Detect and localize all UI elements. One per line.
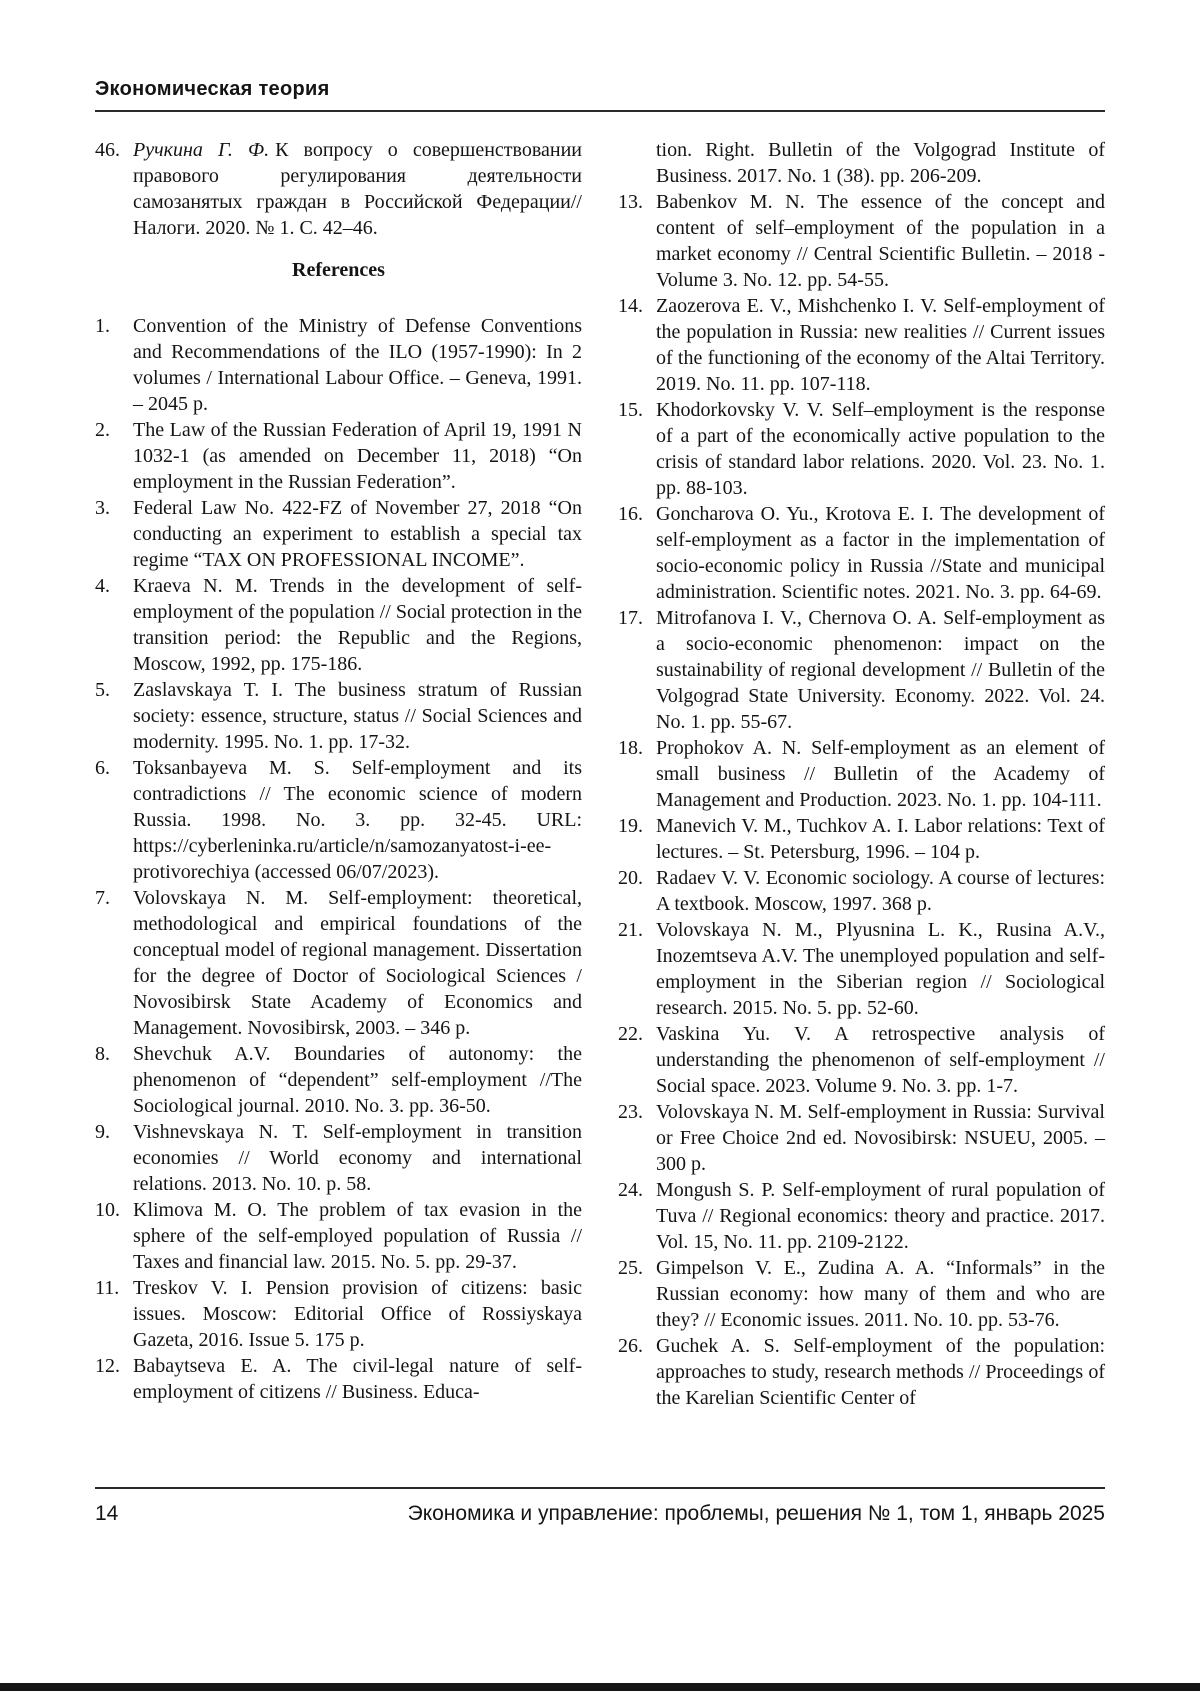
reference-number: 5. <box>95 679 110 701</box>
reference-number: 46. <box>95 139 120 161</box>
reference-number: 9. <box>95 1121 110 1143</box>
reference-number: 22. <box>618 1023 643 1045</box>
reference-text: Convention of the Ministry of Defense Conventions and Recommendations of the ILO (1957-1990): In 2 volumes / International Labour Office. – Geneva, 1991. – 2045 p. <box>133 315 582 415</box>
reference-text: Guchek A. S. Self-employment of the population: approaches to study, research methods // Proceedings of the Karelian Scientific Center of <box>656 1335 1105 1409</box>
reference-item <box>95 417 582 495</box>
reference-number: 2. <box>95 419 110 441</box>
reference-item <box>618 1099 1105 1177</box>
reference-item <box>95 677 582 755</box>
reference-item <box>95 755 582 885</box>
reference-text: Khodorkovsky V. V. Self–employment is the response of a part of the economically active population to the crisis of standard labor relations. 2020. Vol. 23. No. 1. pp. 88-103. <box>656 399 1105 499</box>
references-list-right <box>618 189 1105 1411</box>
reference-text: Babaytseva E. A. The civil-legal nature of self-employment of citizens // Business. Educa- <box>133 1355 582 1403</box>
reference-text: Toksanbayeva M. S. Self-employment and its contradictions // The economic science of modern Russia. 1998. No. 3. pp. 32-45. URL: https://cyberleninka.ru/article/n/samozanyatost-i-ee-protivorechiya (accessed 06/07/2023). <box>133 757 582 883</box>
reference-text: Gimpelson V. E., Zudina A. A. “Informals” in the Russian economy: how many of them and who are they? // Economic issues. 2011. No. 10. pp. 53-76. <box>656 1257 1105 1331</box>
reference-text: Mitrofanova I. V., Chernova O. A. Self-employment as a socio-economic phenomenon: impact on the sustainability of regional development // Bulletin of the Volgograd State University. Economy. 2022. Vol. 24. No. 1. pp. 55-67. <box>656 607 1105 733</box>
reference-item <box>618 605 1105 735</box>
reference-number: 18. <box>618 737 643 759</box>
reference-item <box>618 397 1105 501</box>
reference-item <box>95 1041 582 1119</box>
reference-item <box>95 1119 582 1197</box>
reference-text: Klimova M. O. The problem of tax evasion in the sphere of the self-employed population of Russia // Taxes and financial law. 2015. No. 5. pp. 29-37. <box>133 1199 582 1273</box>
reference-number: 20. <box>618 867 643 889</box>
reference-number: 4. <box>95 575 110 597</box>
reference-number: 12. <box>95 1355 120 1377</box>
reference-item <box>95 1275 582 1353</box>
right-column <box>618 137 1105 1411</box>
footer-rule <box>95 1487 1105 1489</box>
reference-number: 19. <box>618 815 643 837</box>
reference-author: Ручкина Г. Ф. <box>133 139 270 161</box>
reference-text: Volovskaya N. M. Self-employment: theoretical, methodological and empirical foundations of the conceptual model of regional management. Dissertation for the degree of Doctor of Sociological Sciences / Novosibirsk State Academy of Economics and Management. Novosibirsk, 2003. – 346 p. <box>133 887 582 1039</box>
reference-item <box>618 917 1105 1021</box>
reference-text: Zaozerova E. V., Mishchenko I. V. Self-employment of the population in Russia: new realities // Current issues of the functioning of the economy of the Altai Territory. 2019. No. 11. pp. 107-118. <box>656 295 1105 395</box>
reference-item <box>618 189 1105 293</box>
reference-item <box>618 735 1105 813</box>
reference-text: Shevchuk A.V. Boundaries of autonomy: the phenomenon of “dependent” self-employment //The Sociological journal. 2010. No. 3. pp. 36-50. <box>133 1043 582 1117</box>
reference-text: Treskov V. I. Pension provision of citizens: basic issues. Moscow: Editorial Office of Rossiyskaya Gazeta, 2016. Issue 5. 175 p. <box>133 1277 582 1351</box>
reference-text: Mongush S. P. Self-employment of rural population of Tuva // Regional economics: theory and practice. 2017. Vol. 15, No. 11. pp. 2109-2122. <box>656 1179 1105 1253</box>
reference-text: Goncharova O. Yu., Krotova E. I. The development of self-employment as a factor in the implementation of socio-economic policy in Russia //State and municipal administration. Scientific notes. 2021. No. 3. pp. 64-69. <box>656 503 1105 603</box>
reference-number: 11. <box>95 1277 120 1299</box>
reference-item <box>618 501 1105 605</box>
reference-item <box>95 1353 582 1405</box>
two-column-body <box>95 137 1105 1411</box>
page-number: 14 <box>95 1502 119 1525</box>
reference-text: К вопросу о совершенствовании правового регулирования деятельности самозанятых граждан в Российской Федерации//Налоги. 2020. № 1. С. 42–46. <box>133 139 582 239</box>
reference-number: 16. <box>618 503 643 525</box>
reference-item <box>618 1255 1105 1333</box>
reference-text: Volovskaya N. M., Plyusnina L. K., Rusina A.V., Inozemtseva A.V. The unemployed population and self-employment in the Siberian region // Sociological research. 2015. No. 5. pp. 52-60. <box>656 919 1105 1019</box>
reference-text: Prophokov A. N. Self-employment as an element of small business // Bulletin of the Academy of Management and Production. 2023. No. 1. pp. 104-111. <box>656 737 1105 811</box>
reference-item <box>95 885 582 1041</box>
reference-text: Babenkov M. N. The essence of the concept and content of self–employment of the population in a market economy // Central Scientific Bulletin. – 2018 - Volume 3. No. 12. pp. 54-55. <box>656 191 1105 291</box>
reference-number: 10. <box>95 1199 120 1221</box>
reference-number: 23. <box>618 1101 643 1123</box>
reference-text: Federal Law No. 422-FZ of November 27, 2018 “On conducting an experiment to establish a special tax regime “TAX ON PROFESSIONAL INCOME”. <box>133 497 582 571</box>
reference-item-russian <box>95 137 582 241</box>
section-title: Экономическая теория <box>95 78 330 100</box>
references-list-left <box>95 313 582 1405</box>
reference-number: 21. <box>618 919 643 941</box>
reference-number: 15. <box>618 399 643 421</box>
reference-number: 13. <box>618 191 643 213</box>
reference-text: Manevich V. M., Tuchkov A. I. Labor relations: Text of lectures. – St. Petersburg, 1996. – 104 p. <box>656 815 1105 863</box>
reference-item <box>618 813 1105 865</box>
reference-item <box>95 1197 582 1275</box>
journal-footer-line: Экономика и управление: проблемы, решения № 1, том 1, январь 2025 <box>407 1502 1105 1525</box>
reference-text: Kraeva N. M. Trends in the development of self-employment of the population // Social protection in the transition period: the Republic and the Regions, Moscow, 1992, pp. 175-186. <box>133 575 582 675</box>
reference-text: Vaskina Yu. V. A retrospective analysis of understanding the phenomenon of self-employment // Social space. 2023. Volume 9. No. 3. pp. 1-7. <box>656 1023 1105 1097</box>
reference-number: 1. <box>95 315 110 337</box>
reference-text: Volovskaya N. M. Self-employment in Russia: Survival or Free Choice 2nd ed. Novosibirsk: NSUEU, 2005. – 300 p. <box>656 1101 1105 1175</box>
footer <box>95 1502 1105 1526</box>
reference-number: 25. <box>618 1257 643 1279</box>
left-column <box>95 137 582 1411</box>
reference-item <box>618 1021 1105 1099</box>
reference-item <box>95 313 582 417</box>
reference-number: 14. <box>618 295 643 317</box>
reference-text: Vishnevskaya N. T. Self-employment in transition economies // World economy and international relations. 2013. No. 10. p. 58. <box>133 1121 582 1195</box>
reference-text: Zaslavskaya T. I. The business stratum of Russian society: essence, structure, status // Social Sciences and modernity. 1995. No. 1. pp. 17-32. <box>133 679 582 753</box>
header-rule <box>95 110 1105 112</box>
reference-item <box>618 293 1105 397</box>
bottom-page-bar <box>0 1683 1200 1691</box>
reference-number: 3. <box>95 497 110 519</box>
reference-item <box>95 495 582 573</box>
reference-number: 17. <box>618 607 643 629</box>
running-head <box>95 0 1105 112</box>
references-heading: References <box>292 259 385 281</box>
reference-number: 7. <box>95 887 110 909</box>
reference-number: 8. <box>95 1043 110 1065</box>
reference-item-continuation: tion. Right. Bulletin of the Volgograd Institute of Business. 2017. No. 1 (38). pp. 206-209. <box>656 139 1105 187</box>
reference-text: The Law of the Russian Federation of April 19, 1991 N 1032-1 (as amended on December 11, 2018) “On employment in the Russian Federation”. <box>133 419 582 493</box>
reference-item <box>618 1177 1105 1255</box>
reference-text: Radaev V. V. Economic sociology. A course of lectures: A textbook. Moscow, 1997. 368 p. <box>656 867 1105 915</box>
reference-number: 24. <box>618 1179 643 1201</box>
reference-number: 6. <box>95 757 110 779</box>
reference-item <box>618 865 1105 917</box>
reference-item <box>618 1333 1105 1411</box>
reference-number: 26. <box>618 1335 643 1357</box>
reference-item <box>95 573 582 677</box>
